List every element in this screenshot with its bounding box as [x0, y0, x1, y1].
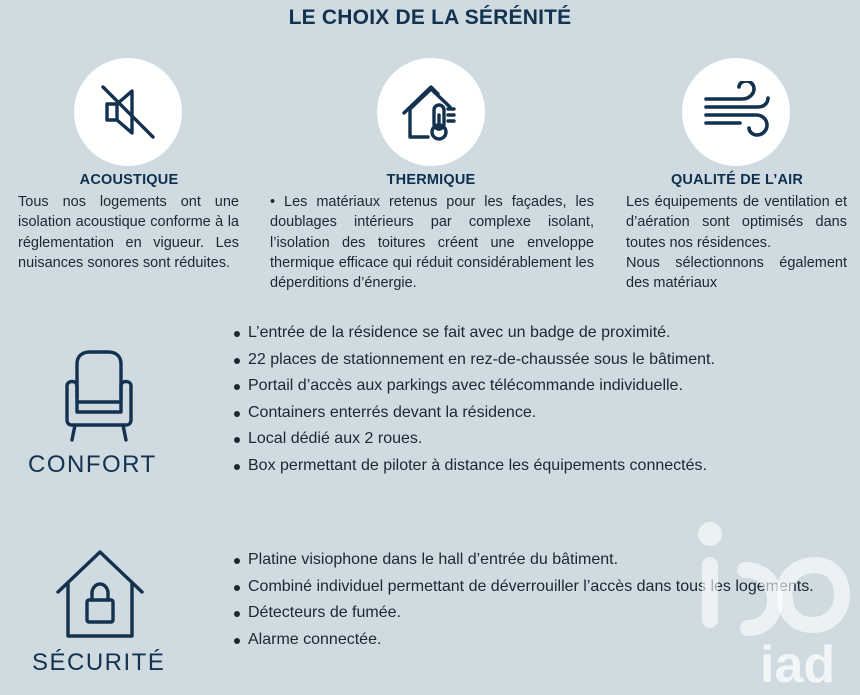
acoustic-heading: ACOUSTIQUE — [79, 172, 179, 188]
page-title: LE CHOIX DE LA SÉRÉNITÉ — [288, 6, 572, 29]
list-item: 22 places de stationnement en rez-de-chaussée sous le bâtiment. — [233, 347, 833, 374]
list-item: L’entrée de la résidence se fait avec un badge de proximité. — [233, 320, 833, 347]
list-item: Portail d’accès aux parkings avec télécommande individuelle. — [233, 373, 833, 400]
thermal-text: • Les matériaux retenus pour les façades, les doublages intérieurs par complexe isolant, l’isolation des toitures créent une enveloppe thermique efficace qui réduit considérablement les déperditions d’énergie. — [270, 194, 594, 292]
air-heading: QUALITÉ DE L’AIR — [670, 172, 804, 188]
muted-speaker-icon — [97, 81, 159, 143]
air-text-paragraph-1: Les équipements de ventilation et d’aération sont optimisés dans toutes nos résidences. — [626, 194, 847, 251]
house-lock-icon — [54, 548, 146, 640]
list-item: Détecteurs de fumée. — [233, 600, 843, 627]
confort-list — [233, 320, 833, 479]
iad-watermark — [690, 520, 855, 695]
securite-label: SÉCURITÉ — [32, 649, 166, 676]
confort-label: CONFORT — [28, 451, 157, 478]
list-item: Alarme connectée. — [233, 627, 843, 654]
list-item: Combiné individuel permettant de déverrouiller l’accès dans tous les logements. — [233, 574, 843, 601]
list-item: Platine visiophone dans le hall d’entrée du bâtiment. — [233, 547, 843, 574]
list-item: Local dédié aux 2 roues. — [233, 426, 833, 453]
air-text — [626, 192, 847, 293]
wind-icon — [702, 81, 770, 143]
acoustic-icon-circle — [74, 58, 182, 166]
thermal-heading: THERMIQUE — [386, 172, 476, 188]
list-item: Box permettant de piloter à distance les équipements connectés. — [233, 453, 833, 480]
acoustic-text: Tous nos logements ont une isolation acoustique conforme à la réglementation en vigueur. Les nuisances sonores sont réduites. — [18, 194, 239, 271]
armchair-icon — [62, 350, 136, 442]
house-thermometer-icon — [398, 79, 464, 145]
thermal-icon-circle — [377, 58, 485, 166]
air-text-paragraph-2: Nous sélectionnons également des matériaux — [626, 254, 847, 292]
list-item: Containers enterrés devant la résidence. — [233, 400, 833, 427]
air-icon-circle — [682, 58, 790, 166]
iad-logo-icon — [690, 520, 855, 690]
iad-logo-text: iad — [760, 636, 836, 690]
